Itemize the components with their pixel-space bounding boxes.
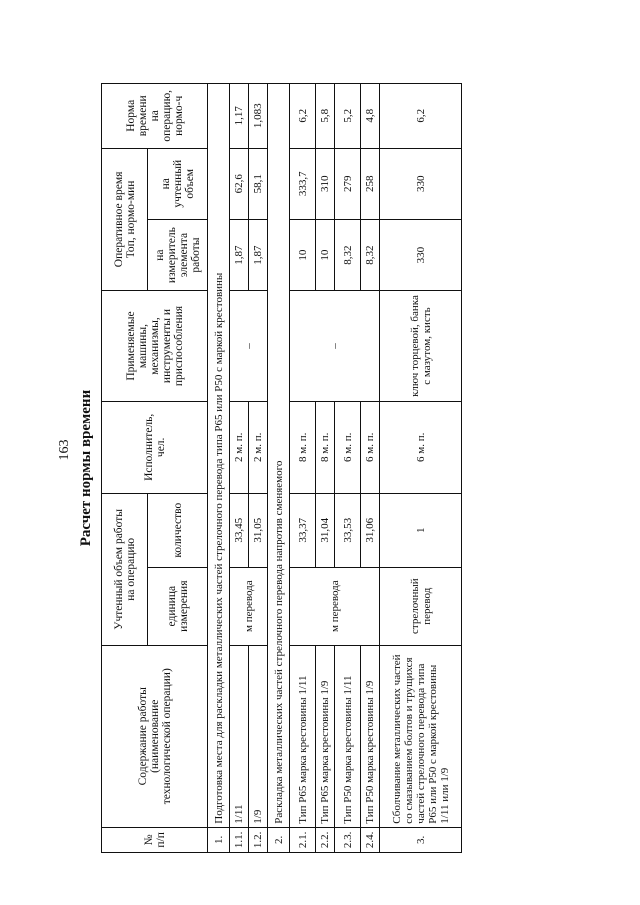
header-quantity: количество — [148, 493, 208, 567]
time-norm-table — [101, 83, 462, 853]
header-optime: Оперативное время Топ, нормо-мин — [102, 148, 148, 291]
section-no: 2. — [268, 827, 290, 852]
section-title: Подготовка места для раскладки металлических частей стрелочного перевода типа Р65 или Р50 с маркой крестовины — [208, 84, 230, 828]
header-norm: Норма времени на операцию, нормо-ч — [102, 84, 208, 149]
row-norm: 5,2 — [335, 84, 361, 149]
row-content: Тип Р65 марка крестовины 1/9 — [316, 645, 335, 827]
table-row — [230, 84, 249, 853]
table-row — [316, 84, 335, 853]
section-row — [268, 84, 290, 853]
row-content: Тип Р65 марка крестовины 1/11 — [290, 645, 316, 827]
row-executor: 6 м. п. — [380, 401, 462, 493]
row-per-meter: 8,32 — [361, 219, 380, 290]
row-content: Тип Р50 марка крестовины 1/11 — [335, 645, 361, 827]
row-executor: 2 м. п. — [249, 401, 268, 493]
row-norm: 1,083 — [249, 84, 268, 149]
row-machines: – — [230, 291, 268, 402]
row-no: 1.1. — [230, 827, 249, 852]
row-per-volume: 333,7 — [290, 148, 316, 219]
row-content: Тип Р50 марка крестовины 1/9 — [361, 645, 380, 827]
table-row — [290, 84, 316, 853]
row-no: 1.2. — [249, 827, 268, 852]
row-per-volume: 330 — [380, 148, 462, 219]
table-row — [361, 84, 380, 853]
row-machines: – — [290, 291, 380, 402]
row-per-volume: 310 — [316, 148, 335, 219]
section-title: Раскладка металлических частей стрелочного перевода напротив сменяемого — [268, 84, 290, 828]
header-no: № п/п — [102, 827, 208, 852]
row-norm: 1,17 — [230, 84, 249, 149]
page-title: Расчет нормы времени — [78, 389, 94, 547]
table-row — [249, 84, 268, 853]
row-quantity: 31,05 — [249, 493, 268, 567]
row-unit: м перевода — [290, 567, 380, 645]
row-per-meter: 10 — [316, 219, 335, 290]
row-quantity: 33,37 — [290, 493, 316, 567]
row-quantity: 1 — [380, 493, 462, 567]
row-machines: ключ торцевой, банка с мазутом, кисть — [380, 291, 462, 402]
table-row — [380, 84, 462, 853]
header-machines: Применяемые машины, механизмы, инструменты и приспособления — [102, 291, 208, 402]
header-per-meter: на измеритель элемента работы — [148, 219, 208, 290]
row-executor: 2 м. п. — [230, 401, 249, 493]
row-per-meter: 330 — [380, 219, 462, 290]
row-per-volume: 258 — [361, 148, 380, 219]
rotated-document — [75, 83, 465, 853]
row-per-volume: 279 — [335, 148, 361, 219]
row-no: 2.3. — [335, 827, 361, 852]
row-norm: 4,8 — [361, 84, 380, 149]
row-executor: 8 м. п. — [316, 401, 335, 493]
row-norm: 6,2 — [380, 84, 462, 149]
row-executor: 6 м. п. — [335, 401, 361, 493]
row-quantity: 33,45 — [230, 493, 249, 567]
row-unit: стрелочный перевод — [380, 567, 462, 645]
row-quantity: 31,04 — [316, 493, 335, 567]
header-volume: Учтенный объем работы на операцию — [102, 493, 148, 645]
row-executor: 6 м. п. — [361, 401, 380, 493]
header-content: Содержание работы (наименование технологической операции) — [102, 645, 208, 827]
header-unit: единица измерения — [148, 567, 208, 645]
row-norm: 6,2 — [290, 84, 316, 149]
row-content: 1/9 — [249, 645, 268, 827]
row-content: Сболчивание металлических частей со смазыванием болтов и трущихся частей стрелочного перевода типа Р65 или Р50 с маркой крестовины 1/11 или 1/9 — [380, 645, 462, 827]
section-no: 1. — [208, 827, 230, 852]
table-row — [335, 84, 361, 853]
section-row — [208, 84, 230, 853]
page-number: 163 — [57, 439, 72, 461]
row-quantity: 33,53 — [335, 493, 361, 567]
header-executor: Исполнитель, чел. — [102, 401, 208, 493]
row-executor: 8 м. п. — [290, 401, 316, 493]
row-per-volume: 58,1 — [249, 148, 268, 219]
row-norm: 5,8 — [316, 84, 335, 149]
row-per-meter: 10 — [290, 219, 316, 290]
header-per-volume: на учтенный объем — [148, 148, 208, 219]
row-content: 1/11 — [230, 645, 249, 827]
row-quantity: 31,06 — [361, 493, 380, 567]
row-no: 2.2. — [316, 827, 335, 852]
row-no: 2.4. — [361, 827, 380, 852]
row-per-meter: 1,87 — [249, 219, 268, 290]
row-no: 3. — [380, 827, 462, 852]
row-unit: м перевода — [230, 567, 268, 645]
row-no: 2.1. — [290, 827, 316, 852]
row-per-volume: 62,6 — [230, 148, 249, 219]
row-per-meter: 8,32 — [335, 219, 361, 290]
row-per-meter: 1,87 — [230, 219, 249, 290]
